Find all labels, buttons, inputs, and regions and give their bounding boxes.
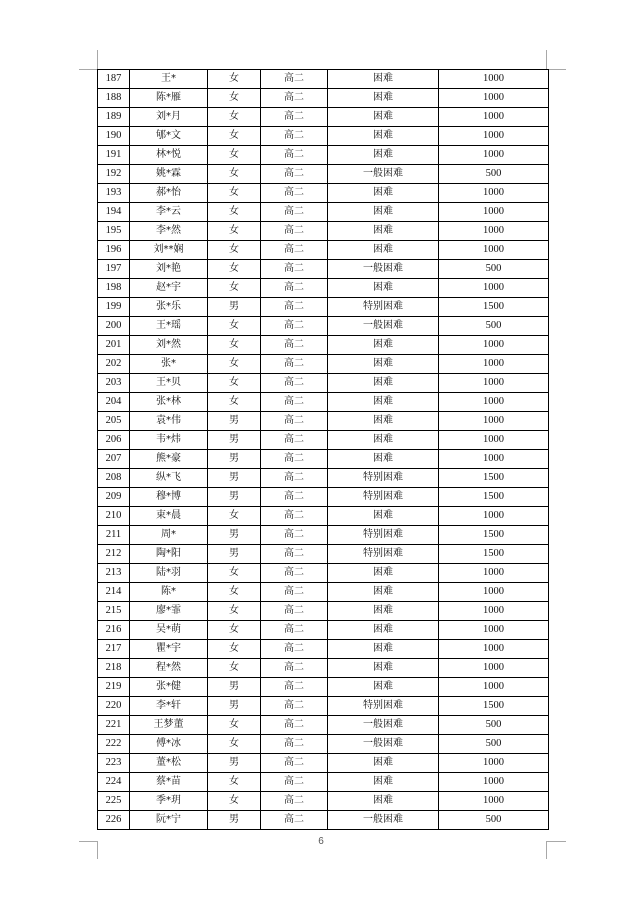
grade-cell: 高二 [261, 469, 328, 488]
gender-cell: 女 [208, 108, 261, 127]
student-name-cell: 姚*霖 [130, 165, 208, 184]
row-number-cell: 187 [98, 70, 130, 89]
crop-mark-top-right-horizontal [547, 69, 566, 70]
table-row [98, 146, 549, 165]
student-name-cell: 李*然 [130, 222, 208, 241]
table-row [98, 336, 549, 355]
difficulty-level-cell: 困难 [328, 754, 439, 773]
subsidy-amount-cell: 1000 [439, 678, 549, 697]
table-row [98, 735, 549, 754]
subsidy-amount-cell: 500 [439, 811, 549, 830]
grade-cell: 高二 [261, 222, 328, 241]
gender-cell: 女 [208, 374, 261, 393]
student-name-cell: 纵*飞 [130, 469, 208, 488]
subsidy-amount-cell: 1000 [439, 374, 549, 393]
subsidy-amount-cell: 1000 [439, 336, 549, 355]
table-row [98, 355, 549, 374]
subsidy-amount-cell: 1000 [439, 564, 549, 583]
row-number-cell: 188 [98, 89, 130, 108]
gender-cell: 男 [208, 754, 261, 773]
grade-cell: 高二 [261, 203, 328, 222]
subsidy-amount-cell: 1000 [439, 70, 549, 89]
student-name-cell: 刘**娴 [130, 241, 208, 260]
subsidy-amount-cell: 1000 [439, 184, 549, 203]
subsidy-amount-cell: 1000 [439, 108, 549, 127]
student-name-cell: 熊*豪 [130, 450, 208, 469]
table-row [98, 640, 549, 659]
difficulty-level-cell: 一般困难 [328, 735, 439, 754]
student-name-cell: 季*玥 [130, 792, 208, 811]
subsidy-amount-cell: 1000 [439, 203, 549, 222]
row-number-cell: 195 [98, 222, 130, 241]
difficulty-level-cell: 困难 [328, 659, 439, 678]
student-name-cell: 张*健 [130, 678, 208, 697]
student-name-cell: 张* [130, 355, 208, 374]
row-number-cell: 211 [98, 526, 130, 545]
student-name-cell: 穆*博 [130, 488, 208, 507]
student-name-cell: 刘*然 [130, 336, 208, 355]
student-name-cell: 蔡*苗 [130, 773, 208, 792]
table-row [98, 127, 549, 146]
difficulty-level-cell: 困难 [328, 773, 439, 792]
difficulty-level-cell: 困难 [328, 393, 439, 412]
subsidy-amount-cell: 1000 [439, 89, 549, 108]
row-number-cell: 202 [98, 355, 130, 374]
gender-cell: 女 [208, 165, 261, 184]
grade-cell: 高二 [261, 621, 328, 640]
difficulty-level-cell: 困难 [328, 564, 439, 583]
grade-cell: 高二 [261, 640, 328, 659]
subsidy-amount-cell: 1000 [439, 754, 549, 773]
row-number-cell: 213 [98, 564, 130, 583]
student-name-cell: 李*轩 [130, 697, 208, 716]
table-row [98, 583, 549, 602]
subsidy-amount-cell: 1000 [439, 393, 549, 412]
difficulty-level-cell: 困难 [328, 184, 439, 203]
gender-cell: 女 [208, 355, 261, 374]
crop-mark-top-right-vertical [546, 50, 547, 69]
grade-cell: 高二 [261, 336, 328, 355]
row-number-cell: 207 [98, 450, 130, 469]
student-name-cell: 张*乐 [130, 298, 208, 317]
row-number-cell: 198 [98, 279, 130, 298]
difficulty-level-cell: 特别困难 [328, 469, 439, 488]
subsidy-amount-cell: 1500 [439, 298, 549, 317]
subsidy-amount-cell: 1000 [439, 127, 549, 146]
gender-cell: 女 [208, 507, 261, 526]
subsidy-amount-cell: 1000 [439, 431, 549, 450]
student-name-cell: 王梦董 [130, 716, 208, 735]
subsidy-amount-cell: 1000 [439, 602, 549, 621]
grade-cell: 高二 [261, 735, 328, 754]
subsidy-amount-cell: 1000 [439, 146, 549, 165]
table-row [98, 298, 549, 317]
row-number-cell: 225 [98, 792, 130, 811]
subsidy-amount-cell: 1500 [439, 488, 549, 507]
subsidy-amount-cell: 500 [439, 260, 549, 279]
grade-cell: 高二 [261, 526, 328, 545]
student-name-cell: 李*云 [130, 203, 208, 222]
gender-cell: 男 [208, 469, 261, 488]
row-number-cell: 212 [98, 545, 130, 564]
gender-cell: 女 [208, 773, 261, 792]
table-row [98, 317, 549, 336]
table-row [98, 754, 549, 773]
subsidy-amount-cell: 1000 [439, 583, 549, 602]
grade-cell: 高二 [261, 773, 328, 792]
student-name-cell: 程*然 [130, 659, 208, 678]
row-number-cell: 205 [98, 412, 130, 431]
table-row [98, 564, 549, 583]
grade-cell: 高二 [261, 279, 328, 298]
row-number-cell: 189 [98, 108, 130, 127]
subsidy-amount-cell: 1000 [439, 355, 549, 374]
grade-cell: 高二 [261, 374, 328, 393]
difficulty-level-cell: 困难 [328, 70, 439, 89]
difficulty-level-cell: 困难 [328, 507, 439, 526]
row-number-cell: 216 [98, 621, 130, 640]
difficulty-level-cell: 困难 [328, 792, 439, 811]
page-number: 6 [318, 836, 324, 847]
row-number-cell: 190 [98, 127, 130, 146]
grade-cell: 高二 [261, 545, 328, 564]
row-number-cell: 201 [98, 336, 130, 355]
student-name-cell: 林*悦 [130, 146, 208, 165]
grade-cell: 高二 [261, 127, 328, 146]
grade-cell: 高二 [261, 811, 328, 830]
difficulty-level-cell: 困难 [328, 89, 439, 108]
subsidy-amount-cell: 1000 [439, 222, 549, 241]
grade-cell: 高二 [261, 450, 328, 469]
table-row [98, 374, 549, 393]
gender-cell: 男 [208, 450, 261, 469]
student-name-cell: 王*瑶 [130, 317, 208, 336]
gender-cell: 女 [208, 393, 261, 412]
difficulty-level-cell: 特别困难 [328, 488, 439, 507]
gender-cell: 女 [208, 203, 261, 222]
difficulty-level-cell: 困难 [328, 108, 439, 127]
student-name-cell: 陈*雁 [130, 89, 208, 108]
grade-cell: 高二 [261, 89, 328, 108]
subsidy-amount-cell: 1000 [439, 412, 549, 431]
table-row [98, 507, 549, 526]
student-name-cell: 刘*艳 [130, 260, 208, 279]
table-row [98, 450, 549, 469]
subsidy-amount-cell: 1000 [439, 773, 549, 792]
table-row [98, 165, 549, 184]
difficulty-level-cell: 特别困难 [328, 545, 439, 564]
grade-cell: 高二 [261, 317, 328, 336]
row-number-cell: 217 [98, 640, 130, 659]
student-name-cell: 王*贝 [130, 374, 208, 393]
subsidy-amount-cell: 1000 [439, 279, 549, 298]
table-row [98, 279, 549, 298]
subsidy-amount-cell: 1000 [439, 241, 549, 260]
row-number-cell: 222 [98, 735, 130, 754]
difficulty-level-cell: 特别困难 [328, 526, 439, 545]
grade-cell: 高二 [261, 355, 328, 374]
gender-cell: 女 [208, 222, 261, 241]
row-number-cell: 200 [98, 317, 130, 336]
student-name-cell: 傅*冰 [130, 735, 208, 754]
student-name-cell: 刘*月 [130, 108, 208, 127]
gender-cell: 女 [208, 583, 261, 602]
subsidy-amount-cell: 1000 [439, 659, 549, 678]
gender-cell: 女 [208, 241, 261, 260]
table-row [98, 488, 549, 507]
subsidy-amount-cell: 1000 [439, 507, 549, 526]
row-number-cell: 192 [98, 165, 130, 184]
difficulty-level-cell: 一般困难 [328, 716, 439, 735]
difficulty-level-cell: 困难 [328, 241, 439, 260]
grade-cell: 高二 [261, 241, 328, 260]
table-row [98, 716, 549, 735]
gender-cell: 女 [208, 127, 261, 146]
grade-cell: 高二 [261, 602, 328, 621]
difficulty-level-cell: 特别困难 [328, 697, 439, 716]
table-row [98, 792, 549, 811]
difficulty-level-cell: 特别困难 [328, 298, 439, 317]
subsidy-amount-cell: 500 [439, 165, 549, 184]
grade-cell: 高二 [261, 792, 328, 811]
subsidy-amount-cell: 500 [439, 716, 549, 735]
subsidy-amount-cell: 1500 [439, 469, 549, 488]
gender-cell: 女 [208, 89, 261, 108]
gender-cell: 男 [208, 697, 261, 716]
difficulty-level-cell: 困难 [328, 412, 439, 431]
grade-cell: 高二 [261, 70, 328, 89]
difficulty-level-cell: 困难 [328, 127, 439, 146]
difficulty-level-cell: 困难 [328, 336, 439, 355]
difficulty-level-cell: 困难 [328, 279, 439, 298]
grade-cell: 高二 [261, 488, 328, 507]
gender-cell: 女 [208, 70, 261, 89]
row-number-cell: 214 [98, 583, 130, 602]
grade-cell: 高二 [261, 412, 328, 431]
student-name-cell: 赵*宇 [130, 279, 208, 298]
subsidy-amount-cell: 500 [439, 317, 549, 336]
difficulty-level-cell: 困难 [328, 602, 439, 621]
crop-mark-top-left-horizontal [79, 69, 97, 70]
student-name-cell: 瞿*宇 [130, 640, 208, 659]
gender-cell: 女 [208, 260, 261, 279]
gender-cell: 女 [208, 184, 261, 203]
table-row [98, 70, 549, 89]
gender-cell: 女 [208, 564, 261, 583]
student-name-cell: 廖*霏 [130, 602, 208, 621]
difficulty-level-cell: 困难 [328, 621, 439, 640]
difficulty-level-cell: 困难 [328, 450, 439, 469]
row-number-cell: 218 [98, 659, 130, 678]
table-row [98, 412, 549, 431]
student-name-cell: 阮*宁 [130, 811, 208, 830]
difficulty-level-cell: 困难 [328, 355, 439, 374]
student-name-cell: 王* [130, 70, 208, 89]
difficulty-level-cell: 一般困难 [328, 811, 439, 830]
row-number-cell: 208 [98, 469, 130, 488]
grade-cell: 高二 [261, 583, 328, 602]
subsidy-amount-cell: 500 [439, 735, 549, 754]
table-row [98, 222, 549, 241]
table-row [98, 184, 549, 203]
student-name-cell: 吴*萌 [130, 621, 208, 640]
gender-cell: 男 [208, 526, 261, 545]
grade-cell: 高二 [261, 754, 328, 773]
row-number-cell: 204 [98, 393, 130, 412]
student-name-cell: 袁*伟 [130, 412, 208, 431]
row-number-cell: 224 [98, 773, 130, 792]
row-number-cell: 197 [98, 260, 130, 279]
grade-cell: 高二 [261, 184, 328, 203]
subsidy-amount-cell: 1000 [439, 621, 549, 640]
student-name-cell: 郇*文 [130, 127, 208, 146]
table-row [98, 602, 549, 621]
table-row [98, 545, 549, 564]
difficulty-level-cell: 一般困难 [328, 317, 439, 336]
row-number-cell: 226 [98, 811, 130, 830]
grade-cell: 高二 [261, 431, 328, 450]
gender-cell: 女 [208, 792, 261, 811]
student-name-cell: 陈* [130, 583, 208, 602]
table-row [98, 431, 549, 450]
grade-cell: 高二 [261, 165, 328, 184]
student-name-cell: 束*晨 [130, 507, 208, 526]
subsidy-amount-cell: 1500 [439, 526, 549, 545]
row-number-cell: 209 [98, 488, 130, 507]
row-number-cell: 193 [98, 184, 130, 203]
student-name-cell: 韦*炜 [130, 431, 208, 450]
crop-mark-top-left-vertical [97, 50, 98, 69]
subsidy-table [97, 69, 549, 830]
gender-cell: 女 [208, 659, 261, 678]
gender-cell: 男 [208, 298, 261, 317]
row-number-cell: 210 [98, 507, 130, 526]
row-number-cell: 191 [98, 146, 130, 165]
gender-cell: 女 [208, 317, 261, 336]
table-row [98, 469, 549, 488]
grade-cell: 高二 [261, 507, 328, 526]
row-number-cell: 194 [98, 203, 130, 222]
gender-cell: 男 [208, 811, 261, 830]
table-row [98, 526, 549, 545]
row-number-cell: 206 [98, 431, 130, 450]
difficulty-level-cell: 困难 [328, 146, 439, 165]
table-row [98, 260, 549, 279]
grade-cell: 高二 [261, 260, 328, 279]
table-row [98, 811, 549, 830]
grade-cell: 高二 [261, 716, 328, 735]
gender-cell: 女 [208, 735, 261, 754]
grade-cell: 高二 [261, 697, 328, 716]
difficulty-level-cell: 困难 [328, 374, 439, 393]
gender-cell: 男 [208, 412, 261, 431]
row-number-cell: 199 [98, 298, 130, 317]
gender-cell: 男 [208, 488, 261, 507]
difficulty-level-cell: 一般困难 [328, 165, 439, 184]
gender-cell: 女 [208, 146, 261, 165]
difficulty-level-cell: 困难 [328, 431, 439, 450]
table-body [98, 70, 549, 830]
table-row [98, 621, 549, 640]
student-name-cell: 陆*羽 [130, 564, 208, 583]
table-row [98, 203, 549, 222]
row-number-cell: 221 [98, 716, 130, 735]
subsidy-amount-cell: 1500 [439, 545, 549, 564]
subsidy-amount-cell: 1000 [439, 792, 549, 811]
student-name-cell: 董*松 [130, 754, 208, 773]
table-row [98, 89, 549, 108]
student-name-cell: 周* [130, 526, 208, 545]
table-row [98, 241, 549, 260]
grade-cell: 高二 [261, 659, 328, 678]
difficulty-level-cell: 困难 [328, 640, 439, 659]
gender-cell: 女 [208, 621, 261, 640]
grade-cell: 高二 [261, 393, 328, 412]
student-name-cell: 陶*阳 [130, 545, 208, 564]
difficulty-level-cell: 困难 [328, 583, 439, 602]
gender-cell: 女 [208, 336, 261, 355]
difficulty-level-cell: 困难 [328, 678, 439, 697]
row-number-cell: 215 [98, 602, 130, 621]
grade-cell: 高二 [261, 146, 328, 165]
difficulty-level-cell: 困难 [328, 203, 439, 222]
gender-cell: 男 [208, 431, 261, 450]
grade-cell: 高二 [261, 564, 328, 583]
gender-cell: 男 [208, 545, 261, 564]
gender-cell: 女 [208, 640, 261, 659]
difficulty-level-cell: 一般困难 [328, 260, 439, 279]
table-row [98, 697, 549, 716]
row-number-cell: 219 [98, 678, 130, 697]
row-number-cell: 220 [98, 697, 130, 716]
subsidy-amount-cell: 1000 [439, 450, 549, 469]
grade-cell: 高二 [261, 108, 328, 127]
gender-cell: 女 [208, 602, 261, 621]
gender-cell: 男 [208, 678, 261, 697]
gender-cell: 女 [208, 716, 261, 735]
grade-cell: 高二 [261, 298, 328, 317]
gender-cell: 女 [208, 279, 261, 298]
subsidy-amount-cell: 1000 [439, 640, 549, 659]
table-row [98, 108, 549, 127]
table-row [98, 678, 549, 697]
table-row [98, 659, 549, 678]
student-name-cell: 郝*怡 [130, 184, 208, 203]
table-row [98, 773, 549, 792]
row-number-cell: 223 [98, 754, 130, 773]
row-number-cell: 196 [98, 241, 130, 260]
grade-cell: 高二 [261, 678, 328, 697]
difficulty-level-cell: 困难 [328, 222, 439, 241]
student-name-cell: 张*林 [130, 393, 208, 412]
row-number-cell: 203 [98, 374, 130, 393]
subsidy-amount-cell: 1500 [439, 697, 549, 716]
table-row [98, 393, 549, 412]
